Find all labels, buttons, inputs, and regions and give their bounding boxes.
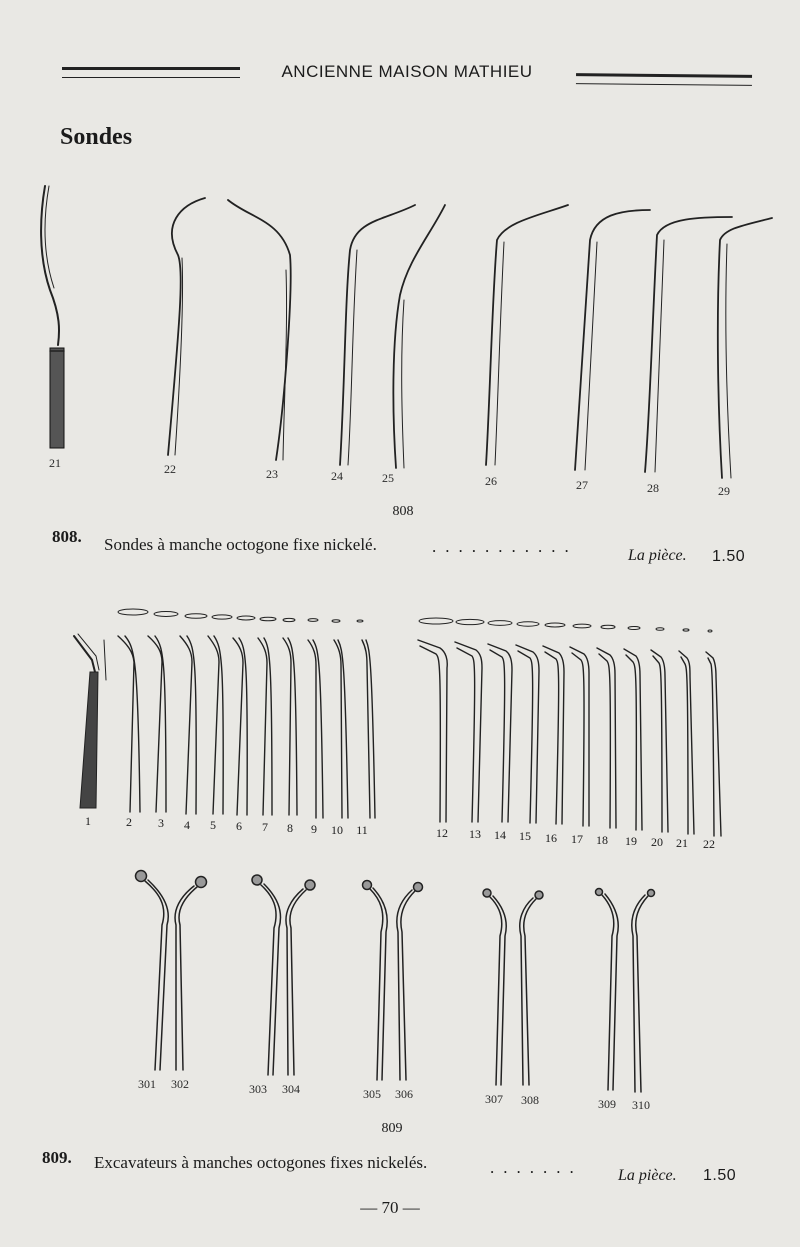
- figure-label-20: 20: [651, 835, 663, 849]
- entry-809-leader-dots: .......: [490, 1158, 583, 1177]
- figure-label-14: 14: [494, 828, 506, 842]
- excavator-pair-305-306: [363, 881, 423, 1081]
- entry-808-unit: La pièce.: [628, 547, 687, 564]
- figure-label-29: 29: [718, 484, 730, 498]
- figure-group-809: 809: [381, 1121, 403, 1136]
- figure-label-3: 3: [158, 816, 164, 830]
- probe-illustration-1: [74, 634, 106, 808]
- figure-label-27: 27: [576, 478, 588, 492]
- entry-809-description: Excavateurs à manches octogones fixes nickelés.: [94, 1153, 428, 1172]
- figure-label-18: 18: [596, 833, 608, 847]
- entry-809-number: 809.: [42, 1148, 72, 1167]
- probe-illustration-22: [168, 198, 205, 455]
- figure-label-28: 28: [647, 481, 659, 495]
- figure-label-6: 6: [236, 819, 242, 833]
- figure-label-21b: 21: [676, 836, 688, 850]
- figure-label-21: 21: [49, 456, 61, 470]
- probe-illustration-29: [718, 218, 772, 478]
- figure-label-13: 13: [469, 827, 481, 841]
- figure-label-16: 16: [545, 831, 557, 845]
- figure-label-310: 310: [632, 1098, 650, 1112]
- figure-label-301: 301: [138, 1077, 156, 1091]
- probe-illustration-21: [41, 186, 64, 448]
- figure-label-5: 5: [210, 818, 216, 832]
- figure-label-23: 23: [266, 467, 278, 481]
- figure-label-25: 25: [382, 471, 394, 485]
- figure-label-305: 305: [363, 1087, 381, 1101]
- figure-label-9: 9: [311, 822, 317, 836]
- figure-label-309: 309: [598, 1097, 616, 1111]
- figure-label-307: 307: [485, 1092, 503, 1106]
- figure-label-10: 10: [331, 823, 343, 837]
- excavator-pair-303-304: [252, 875, 315, 1075]
- figure-label-22: 22: [164, 462, 176, 476]
- figure-label-15: 15: [519, 829, 531, 843]
- figure-label-11: 11: [356, 823, 368, 837]
- probe-illustrations-2-11: [118, 636, 375, 818]
- figure-label-2: 2: [126, 815, 132, 829]
- entry-808-leader-dots: ...........: [432, 537, 578, 556]
- figure-label-303: 303: [249, 1082, 267, 1096]
- figure-label-26: 26: [485, 474, 497, 488]
- probe-illustration-27: [575, 210, 650, 470]
- figure-label-12: 12: [436, 826, 448, 840]
- figure-group-808: 808: [392, 504, 414, 519]
- excavator-pair-307-308: [483, 889, 543, 1085]
- probe-illustration-25: [393, 205, 445, 468]
- figure-label-24: 24: [331, 469, 343, 483]
- page-number: — 70 —: [360, 1198, 420, 1217]
- figure-label-308: 308: [521, 1093, 539, 1107]
- probe-illustration-26: [486, 205, 568, 465]
- figure-label-1: 1: [85, 814, 91, 828]
- figure-label-8: 8: [287, 821, 293, 835]
- figure-label-4: 4: [184, 818, 190, 832]
- tip-row-right: [419, 618, 712, 632]
- figure-label-22b: 22: [703, 837, 715, 851]
- figure-label-306: 306: [395, 1087, 413, 1101]
- figure-label-19: 19: [625, 834, 637, 848]
- figure-label-302: 302: [171, 1077, 189, 1091]
- section-title: Sondes: [60, 124, 133, 150]
- entry-808-number: 808.: [52, 527, 82, 546]
- figure-label-17: 17: [571, 832, 583, 846]
- probe-illustration-24: [340, 205, 415, 465]
- excavator-pair-309-310: [596, 889, 655, 1093]
- entry-809-unit: La pièce.: [618, 1167, 677, 1184]
- entry-808-description: Sondes à manche octogone fixe nickelé.: [104, 535, 377, 554]
- tip-row-left: [118, 609, 363, 622]
- probe-illustrations-12-22: [418, 640, 721, 836]
- header-title: ANCIENNE MAISON MATHIEU: [281, 62, 533, 81]
- excavator-pair-301-302: [136, 871, 207, 1071]
- entry-808-price: 1.50: [712, 548, 746, 565]
- figure-label-304: 304: [282, 1082, 300, 1096]
- probe-illustration-23: [228, 200, 291, 460]
- figure-label-7: 7: [262, 820, 268, 834]
- entry-809-price: 1.50: [703, 1167, 737, 1184]
